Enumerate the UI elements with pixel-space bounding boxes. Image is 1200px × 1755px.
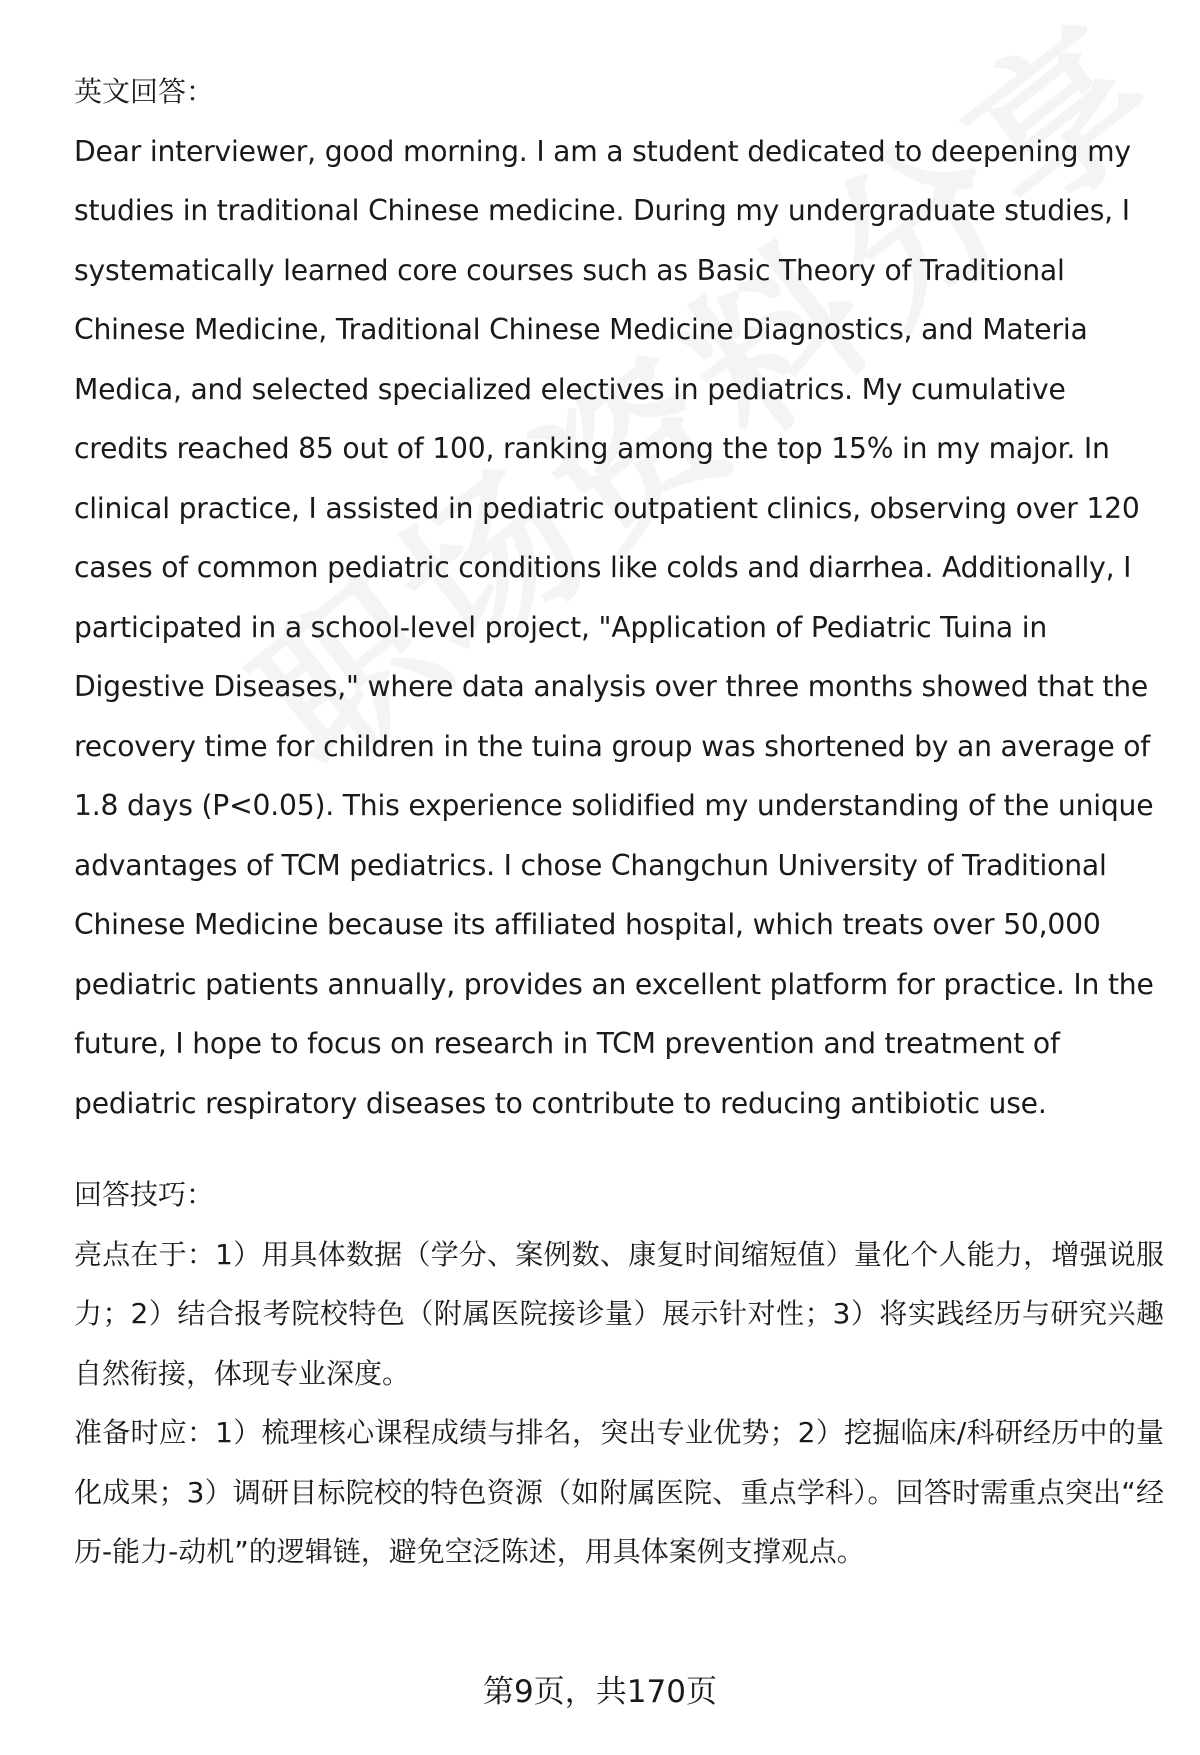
tips-heading: 回答技巧： bbox=[74, 1178, 215, 1211]
english-answer-paragraph: Dear interviewer, good morning. I am a student dedicated to deepening my studies in traditional Chinese medicine. During my undergraduate studies, I systematically learned core courses such as Basic Theory of Traditional Chinese Medicine, Traditional Chinese Medicine Diagnostics, and Materia Medica, and selected specialized electives in pediatrics. My cumulative credits reached 85 out of 100, ranking among the top 15% in my major. In clinical practice, I assisted in pediatric outpatient clinics, observing over 120 cases of common pediatric conditions like colds and diarrhea. Additionally, I participated in a school-level project, "Application of Pediatric Tuina in Digestive Diseases," where data analysis over three months showed that the recovery time for children in the tuina group was shortened by an average of 1.8 days (P<0.05). This experience solidified my understanding of the unique advantages of TCM pediatrics. I chose Changchun University of Traditional Chinese Medicine because its affiliated hospital, which treats over 50,000 pediatric patients annually, provides an excellent platform for practice. In the future, I hope to focus on research in TCM prevention and treatment of pediatric respiratory diseases to contribute to reducing antibiotic use. bbox=[74, 134, 1154, 1120]
page-content bbox=[74, 62, 1164, 1582]
english-answer-heading: 英文回答： bbox=[74, 75, 215, 108]
tips-preparation-paragraph: 准备时应：1）梳理核心课程成绩与排名，突出专业优势；2）挖掘临床/科研经历中的量化成果；3）调研目标院校的特色资源（如附属医院、重点学科）。回答时需重点突出“经历-能力-动机”的逻辑链，避免空泛陈述，用具体案例支撑观点。 bbox=[74, 1416, 1164, 1568]
section-spacer bbox=[74, 1133, 1164, 1165]
tips-highlights-paragraph: 亮点在于：1）用具体数据（学分、案例数、康复时间缩短值）量化个人能力，增强说服力；2）结合报考院校特色（附属医院接诊量）展示针对性；3）将实践经历与研究兴趣自然衔接，体现专业深度。 bbox=[74, 1237, 1164, 1390]
page-number-footer: 第9页，共170页 bbox=[483, 1674, 717, 1710]
